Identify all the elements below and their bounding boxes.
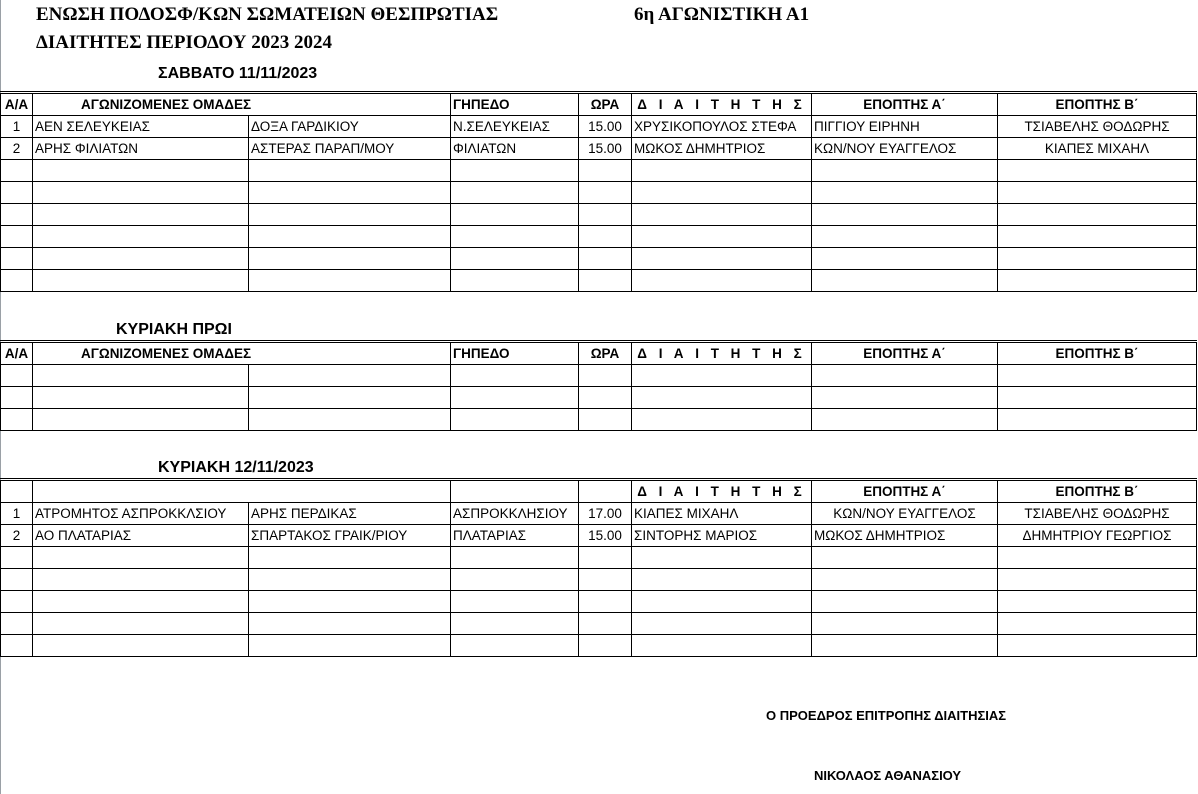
table-row-empty — [1, 270, 1197, 292]
cell-aa: 1 — [1, 503, 33, 525]
table-row — [1, 116, 1197, 138]
table-row — [1, 503, 1197, 525]
president-title: Ο ΠΡΟΕΔΡΟΣ ΕΠΙΤΡΟΠΗΣ ΔΙΑΙΤΗΣΙΑΣ — [766, 708, 1007, 723]
cell-aa: 2 — [1, 525, 33, 547]
cell-referee: ΜΩΚΟΣ ΔΗΜΗΤΡΙΟΣ — [632, 138, 812, 160]
table-row-empty — [1, 226, 1197, 248]
cell-observer-a: ΜΩΚΟΣ ΔΗΜΗΤΡΙΟΣ — [812, 525, 998, 547]
cell-time: 15.00 — [579, 138, 632, 160]
cell-aa: 2 — [1, 138, 33, 160]
period-title: ΔΙΑΙΤΗΤΕΣ ΠΕΡΙΟΔΟΥ 2023 2024 — [36, 32, 332, 53]
cell-home-team: ΑΕΝ ΣΕΛΕΥΚΕΙΑΣ — [33, 116, 249, 138]
schedule-table-saturday — [0, 91, 1197, 292]
cell-observer-b: ΤΣΙΑΒΕΛΗΣ ΘΟΔΩΡΗΣ — [998, 116, 1197, 138]
cell-observer-b: ΤΣΙΑΒΕΛΗΣ ΘΟΔΩΡΗΣ — [998, 503, 1197, 525]
cell-away-team: ΔΟΞΑ ΓΑΡΔΙΚΙΟΥ — [249, 116, 451, 138]
col-header-observer-b: ΕΠΟΠΤΗΣ Β΄ — [998, 480, 1197, 503]
table-row — [1, 138, 1197, 160]
table-header-row — [1, 342, 1197, 365]
cell-away-team: ΣΠΑΡΤΑΚΟΣ ΓΡΑΙΚ/ΡΙΟΥ — [249, 525, 451, 547]
cell-home-team: ΑΟ ΠΛΑΤΑΡΙΑΣ — [33, 525, 249, 547]
cell-home-team: ΑΡΗΣ ΦΙΛΙΑΤΩΝ — [33, 138, 249, 160]
table-row-empty — [1, 387, 1197, 409]
table-row-empty — [1, 204, 1197, 226]
table-row-empty — [1, 569, 1197, 591]
cell-referee: ΚΙΑΠΕΣ ΜΙΧΑΗΛ — [632, 503, 812, 525]
table-header-row — [1, 480, 1197, 503]
col-header-aa: Α/Α — [1, 93, 33, 116]
union-title: ΕΝΩΣΗ ΠΟΔΟΣΦ/ΚΩΝ ΣΩΜΑΤΕΙΩΝ ΘΕΣΠΡΩΤΙΑΣ — [36, 4, 499, 25]
cell-time: 15.00 — [579, 116, 632, 138]
cell-field: ΠΛΑΤΑΡΙΑΣ — [451, 525, 579, 547]
section-title-sunday-morning: ΚΥΡΙΑΚΗ ΠΡΩΙ — [116, 321, 232, 338]
cell-observer-a: ΚΩΝ/ΝΟΥ ΕΥΑΓΓΕΛΟΣ — [812, 503, 998, 525]
cell-referee: ΣΙΝΤΟΡΗΣ ΜΑΡΙΟΣ — [632, 525, 812, 547]
table-row-empty — [1, 160, 1197, 182]
president-name: ΝΙΚΟΛΑΟΣ ΑΘΑΝΑΣΙΟΥ — [814, 768, 962, 783]
schedule-table-sunday-morning — [0, 340, 1197, 431]
col-header-field: ΓΗΠΕΔΟ — [451, 93, 579, 116]
col-header-teams: ΑΓΩΝΙΖΟΜΕΝΕΣ ΟΜΑΔΕΣ — [33, 93, 451, 116]
table-row-empty — [1, 248, 1197, 270]
cell-aa: 1 — [1, 116, 33, 138]
cell-observer-b: ΔΗΜΗΤΡΙΟΥ ΓΕΩΡΓΙΟΣ — [998, 525, 1197, 547]
cell-field: ΑΣΠΡΟΚΚΛΗΣΙΟΥ — [451, 503, 579, 525]
cell-away-team: ΑΡΗΣ ΠΕΡΔΙΚΑΣ — [249, 503, 451, 525]
table-header-row — [1, 93, 1197, 116]
col-header-time: ΩΡΑ — [579, 342, 632, 365]
schedule-table-sunday — [0, 478, 1197, 657]
cell-home-team: ΑΤΡΟΜΗΤΟΣ ΑΣΠΡΟΚΚΛΣΙΟΥ — [33, 503, 249, 525]
col-header-observer-b: ΕΠΟΠΤΗΣ Β΄ — [998, 93, 1197, 116]
col-header-observer-a: ΕΠΟΠΤΗΣ Α΄ — [812, 93, 998, 116]
cell-field: Ν.ΣΕΛΕΥΚΕΙΑΣ — [451, 116, 579, 138]
col-header-field: ΓΗΠΕΔΟ — [451, 342, 579, 365]
cell-time: 17.00 — [579, 503, 632, 525]
col-header-referee: Δ Ι Α Ι Τ Η Τ Η Σ — [632, 480, 812, 503]
cell-field: ΦΙΛΙΑΤΩΝ — [451, 138, 579, 160]
col-header-referee: Δ Ι Α Ι Τ Η Τ Η Σ — [632, 342, 812, 365]
col-header-teams: ΑΓΩΝΙΖΟΜΕΝΕΣ ΟΜΑΔΕΣ — [33, 342, 451, 365]
col-header-observer-a: ΕΠΟΠΤΗΣ Α΄ — [812, 480, 998, 503]
cell-referee: ΧΡΥΣΙΚΟΠΟΥΛΟΣ ΣΤΕΦΑ — [632, 116, 812, 138]
cell-observer-a: ΚΩΝ/ΝΟΥ ΕΥΑΓΓΕΛΟΣ — [812, 138, 998, 160]
table-row-empty — [1, 182, 1197, 204]
col-header-aa: Α/Α — [1, 342, 33, 365]
round-title: 6η ΑΓΩΝΙΣΤΙΚΗ Α1 — [634, 4, 810, 25]
table-row-empty — [1, 635, 1197, 657]
cell-observer-b: ΚΙΑΠΕΣ ΜΙΧΑΗΛ — [998, 138, 1197, 160]
cell-time: 15.00 — [579, 525, 632, 547]
table-row — [1, 525, 1197, 547]
col-header-observer-b: ΕΠΟΠΤΗΣ Β΄ — [998, 342, 1197, 365]
table-row-empty — [1, 591, 1197, 613]
table-row-empty — [1, 409, 1197, 431]
table-row-empty — [1, 365, 1197, 387]
col-header-observer-a: ΕΠΟΠΤΗΣ Α΄ — [812, 342, 998, 365]
cell-observer-a: ΠΙΓΓΙΟΥ ΕΙΡΗΝΗ — [812, 116, 998, 138]
table-row-empty — [1, 613, 1197, 635]
cell-away-team: ΑΣΤΕΡΑΣ ΠΑΡΑΠ/ΜΟΥ — [249, 138, 451, 160]
col-header-referee: Δ Ι Α Ι Τ Η Τ Η Σ — [632, 93, 812, 116]
section-title-saturday: ΣΑΒΒΑΤΟ 11/11/2023 — [158, 65, 318, 82]
section-title-sunday: ΚΥΡΙΑΚΗ 12/11/2023 — [158, 459, 314, 476]
col-header-time: ΩΡΑ — [579, 93, 632, 116]
table-row-empty — [1, 547, 1197, 569]
